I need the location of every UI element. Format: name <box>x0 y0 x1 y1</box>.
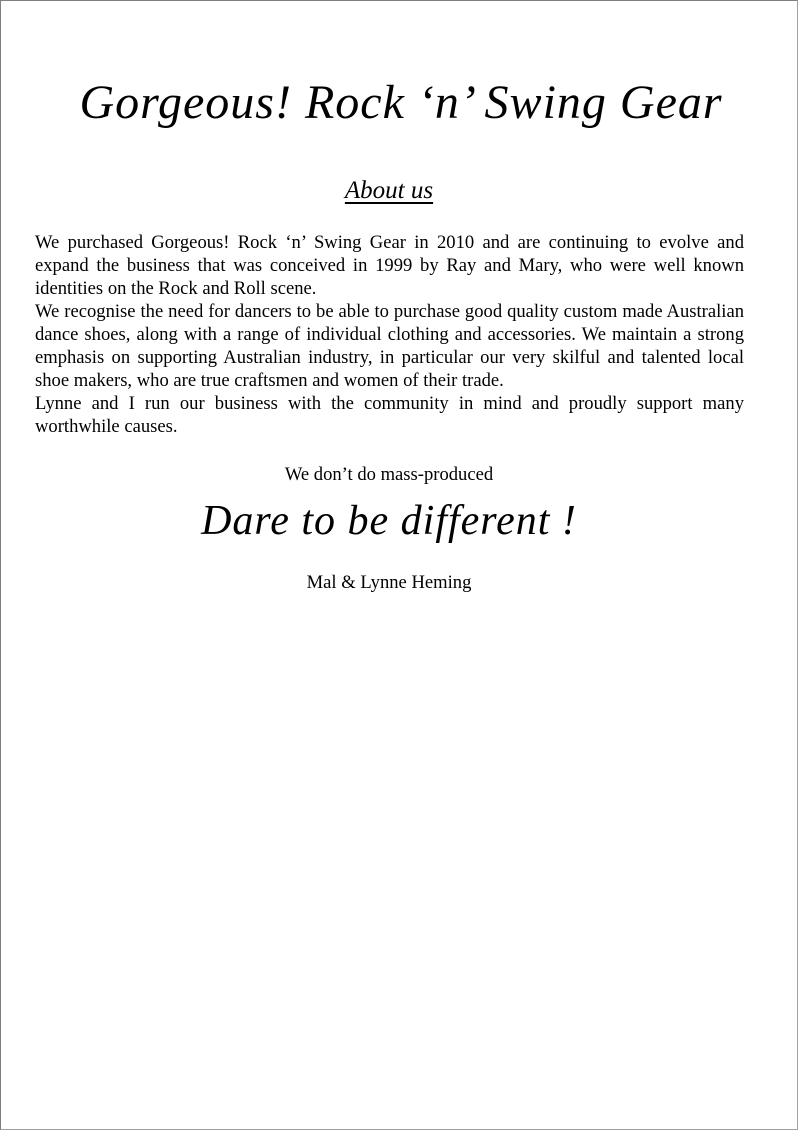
about-paragraph: We recognise the need for dancers to be able to purchase good quality custom made Australian dance shoes, along with a range of individual clothing and accessories. We maintain a strong emphasis on supporting Australian industry, in particular our very skilful and talented local shoe makers, who are true craftsmen and women of their trade. <box>35 301 744 391</box>
tagline: We don’t do mass-produced <box>284 464 494 485</box>
slogan: Dare to be different ! <box>201 498 577 544</box>
section-heading: About us <box>344 177 434 204</box>
brand-title: Gorgeous! Rock ‘n’ Swing Gear <box>79 76 723 129</box>
about-paragraph: Lynne and I run our business with the community in mind and proudly support many worthwhile causes. <box>35 393 744 437</box>
signature: Mal & Lynne Heming <box>306 572 472 593</box>
about-body <box>35 231 744 438</box>
about-paragraph: We purchased Gorgeous! Rock ‘n’ Swing Gear in 2010 and are continuing to evolve and expand the business that was conceived in 1999 by Ray and Mary, who were well known identities on the Rock and Roll scene. <box>35 232 744 299</box>
